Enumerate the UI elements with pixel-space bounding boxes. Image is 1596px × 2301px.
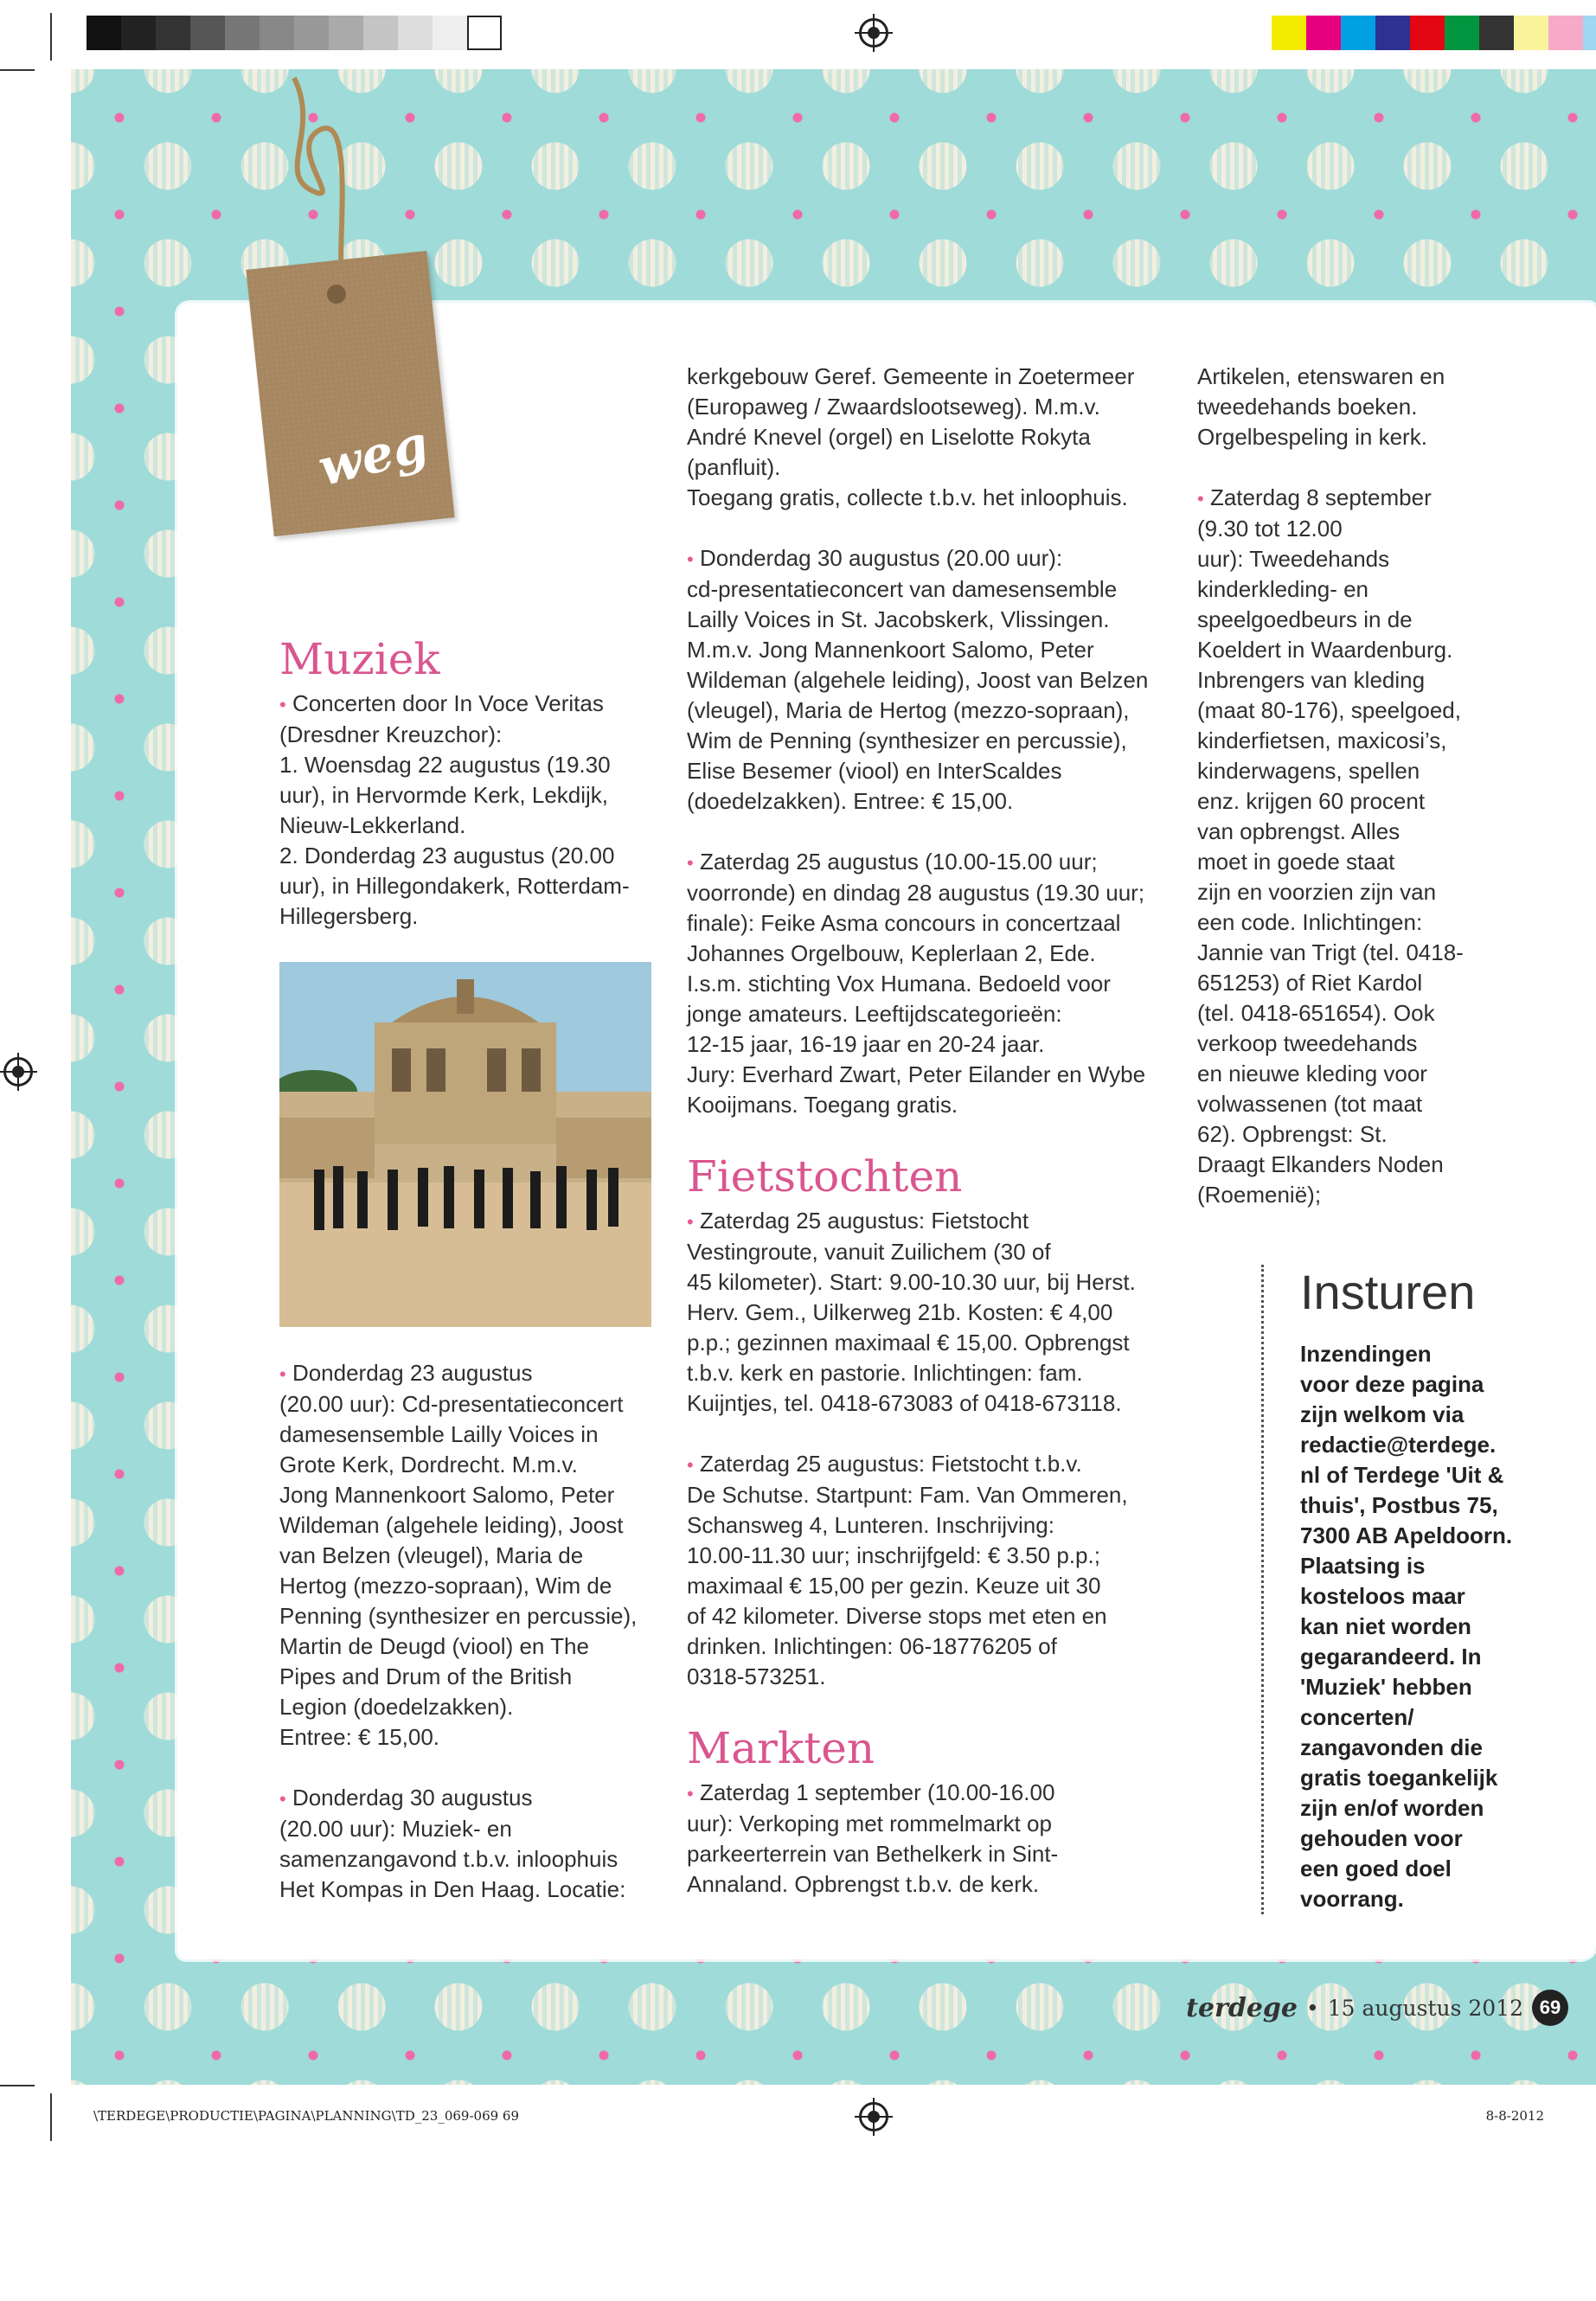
bullet-icon: • [279, 694, 286, 715]
listing-text: Zaterdag 25 augustus (10.00-15.00 uur; voorronde) en dindag 28 augustus (19.30 uur; finale): Feike Asma concours in concertzaal Johannes Orgelbouw, Keplerlaan 2, Ede. I.s.m. stichting Vox Humana. Bedoeld voor jonge amateurs. Leeftijdscategorieën: 12-15 jaar, 16-19 jaar en 20-24 jaar. Jury: Everhard Zwart, Peter Eilander en Wybe Kooijmans. Toegang gratis. [687, 849, 1146, 1118]
listing-text: Donderdag 23 augustus (20.00 uur): Cd-presentatieconcert damesensemble Lailly Voices in Grote Kerk, Dordrecht. M.m.v. Jong Mannenkoort Salomo, Peter Wildeman (algehele leiding), Joost van Belzen (vleugel), Maria de Hertog (mezzo-sopraan), Wim de Penning (synthesizer en percussie), Martin de Deugd (viool) en The Pipes and Drum of the British Legion (doedelzakken). Entree: € 15,00. [279, 1360, 638, 1750]
swatch [398, 16, 433, 50]
swatch [1479, 16, 1514, 50]
section-heading-muziek: Muziek [279, 634, 440, 684]
column-3 [1197, 362, 1543, 1240]
swatch [1375, 16, 1410, 50]
swatch [1410, 16, 1445, 50]
section-heading-markten: Markten [687, 1723, 875, 1773]
swatch [1514, 16, 1548, 50]
crop-mark [50, 2093, 52, 2141]
swatch [467, 16, 502, 50]
listing-text: Zaterdag 25 augustus: Fietstocht Vestingroute, vanuit Zuilichem (30 of 45 kilometer). Start: 9.00-10.30 uur, bij Herst. Herv. Gem., Uilkerweg 21b. Kosten: € 4,00 p.p.; gezinnen maximaal € 15,00. Opbrengst t.b.v. kerk en pastorie. Inlichtingen: fam. Kuijntjes, tel. 0418-673083 of 0418-673118. [687, 1208, 1136, 1416]
listing-item [279, 1783, 651, 1905]
section-heading-fietstochten: Fietstochten [687, 1151, 963, 1202]
registration-mark-icon [859, 18, 888, 48]
listing-text: Zaterdag 8 september (9.30 tot 12.00 uur): Tweedehands kinderkleding- en speelgoedbeurs in de Koeldert in Waardenburg. Inbrengers van kleding (maat 80-176), speelgoed, kinderfietsen, maxicosi’s, kinderwagens, spellen enz. krijgen 60 procent van opbrengst. Alles moet in goede staat zijn en voorzien zijn van een code. Inlichtingen: Jannie van Trigt (tel. 0418- 651253) of Riet Kardol (tel. 0418-651654). Ook verkoop tweedehands en nieuwe kleding voor volwassenen (tot maat 62). Opbrengst: St. Draagt Elkanders Noden (Roemenië); [1197, 484, 1464, 1208]
swatch [329, 16, 363, 50]
bullet-icon: • [279, 1363, 286, 1385]
listing-item [687, 847, 1171, 1120]
swatch [190, 16, 225, 50]
footer-separator: • [1306, 1995, 1319, 2021]
twine-string-icon [260, 69, 381, 285]
box-title: Insturen [1300, 1265, 1476, 1319]
bullet-icon: • [1197, 488, 1204, 510]
swatch [433, 16, 467, 50]
submission-info-box [1261, 1265, 1586, 1914]
page-number: 69 [1532, 1990, 1568, 2026]
swatch [363, 16, 398, 50]
bullet-icon: • [687, 1454, 694, 1476]
swatch [1583, 16, 1596, 50]
listing-item: kerkgebouw Geref. Gemeente in Zoetermeer (Europaweg / Zwaardslootseweg). M.m.v. André Knevel (orgel) en Liselotte Rokyta (panfluit). Toegang gratis, collecte t.b.v. het inloophuis. [687, 363, 1135, 510]
crop-mark [0, 2085, 35, 2086]
swatch [87, 16, 121, 50]
swatch [1306, 16, 1341, 50]
tag-label: weg [312, 413, 434, 498]
listing-text: Donderdag 30 augustus (20.00 uur): Muziek- en samenzangavond t.b.v. inloophuis Het Kompas in Den Haag. Locatie: [279, 1785, 626, 1902]
swatch [121, 16, 156, 50]
crop-mark [50, 13, 52, 61]
choir-photo-image [279, 962, 651, 1327]
bullet-icon: • [279, 1788, 286, 1810]
page-footer [1186, 1990, 1568, 2026]
column-1 [279, 633, 651, 962]
issue-date: 15 augustus 2012 [1327, 1995, 1523, 2021]
brand-logo: terdege [1186, 1992, 1298, 2023]
listing-text: Zaterdag 25 augustus: Fietstocht t.b.v. De Schutse. Startpunt: Fam. Van Ommeren, Schansweg 4, Lunteren. Inschrijving: 10.00-11.30 uur; inschrijfgeld: € 3.50 p.p.; maximaal € 15,00 per gezin. Keuze uit 30 of 42 kilometer. Diverse stops met eten en drinken. Inlichtingen: 06-18776205 of 0318-573251. [687, 1451, 1128, 1689]
slug-path: \TERDEGE\PRODUCTIE\PAGINA\PLANNING\TD_23_069-069 69 [93, 2108, 520, 2124]
swatch [225, 16, 260, 50]
column-1-lower [279, 1358, 651, 1935]
bullet-icon: • [687, 852, 694, 874]
choir-photo [279, 962, 651, 1327]
slug-date: 8-8-2012 [1485, 2108, 1544, 2124]
listing-item [687, 1206, 1171, 1419]
tag-hole [326, 284, 347, 304]
gift-tag [246, 251, 454, 536]
listing-item [687, 543, 1171, 817]
listing-item [279, 1358, 651, 1753]
listing-item [687, 1778, 1171, 1900]
bullet-icon: • [687, 1783, 694, 1804]
listing-item [279, 689, 651, 932]
crop-mark [0, 69, 35, 71]
swatch [1272, 16, 1306, 50]
listing-item: Artikelen, etenswaren en tweedehands boeken. Orgelbespeling in kerk. [1197, 363, 1445, 450]
bullet-icon: • [687, 1211, 694, 1233]
listing-item [1197, 483, 1543, 1210]
bullet-icon: • [687, 548, 694, 570]
listing-item [687, 1449, 1171, 1692]
swatch [260, 16, 294, 50]
box-text: Inzendingen voor deze pagina zijn welkom via redactie@terdege. nl of Terdege 'Uit & thuis', Postbus 75, 7300 AB Apeldoorn. Plaatsing is kosteloos maar kan niet worden gegarandeerd. In 'Muziek' hebben concerten/ zangavonden die gratis toegankelijk zijn en/of worden gehouden voor een goed doel voorrang. [1300, 1341, 1513, 1912]
column-2 [687, 362, 1171, 1930]
swatch [1341, 16, 1375, 50]
swatch [156, 16, 190, 50]
swatch [1445, 16, 1479, 50]
registration-mark-icon [3, 1057, 33, 1086]
swatch [294, 16, 329, 50]
listing-text: Zaterdag 1 september (10.00-16.00 uur): Verkoping met rommelmarkt op parkeerterrein van Bethelkerk in Sint- Annaland. Opbrengst t.b.v. de kerk. [687, 1779, 1059, 1897]
registration-mark-icon [859, 2102, 888, 2131]
listing-text: Concerten door In Voce Veritas (Dresdner Kreuzchor): 1. Woensdag 22 augustus (19.30 uur), in Hervormde Kerk, Lekdijk, Nieuw-Lekkerland. 2. Donderdag 23 augustus (20.00 uur), in Hillegondakerk, Rotterdam- Hillegersberg. [279, 690, 630, 929]
swatch [1548, 16, 1583, 50]
listing-text: Donderdag 30 augustus (20.00 uur): cd-presentatieconcert van damesensemble Lailly Voices in St. Jacobskerk, Vlissingen. M.m.v. Jong Mannenkoort Salomo, Peter Wildeman (algehele leiding), Joost van Belzen (vleugel), Maria de Hertog (mezzo-sopraan), Wim de Penning (synthesizer en percussie), Elise Besemer (viool) en InterScaldes (doedelzakken). Entree: € 15,00. [687, 545, 1149, 814]
